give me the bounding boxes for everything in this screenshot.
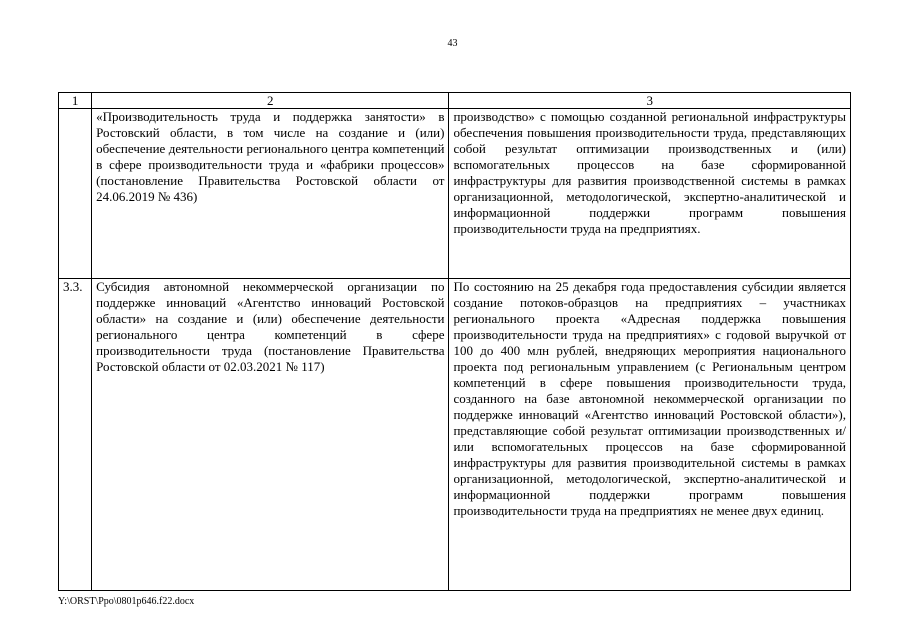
document-table: [58, 92, 851, 591]
result-description-cell: производство» с помощью созданной региональной инфраструктуры обеспечения повышения производительности труда, представляющих собой результат оптимизации производственных и (или) вспомогательных процессов на базе сформированной инфраструктуры для развития производственной системы в рамках организационной, методологической, экспертно-аналитической и информационной поддержки программ повышения производительности труда на предприятиях.: [449, 109, 851, 279]
header-cell-2: 2: [92, 93, 449, 109]
row-number-cell: 3.3.: [59, 279, 92, 591]
header-cell-1: 1: [59, 93, 92, 109]
header-cell-3: 3: [449, 93, 851, 109]
page-number: 43: [447, 38, 458, 49]
row-number-cell: [59, 109, 92, 279]
result-description-cell: По состоянию на 25 декабря года предоставления субсидии является создание потоков-образцов на предприятиях – участниках регионального проекта «Адресная поддержка повышения производительности труда на предприятиях» с годовой выручкой от 100 до 400 млн рублей, внедряющих мероприятия национального проекта под региональным управлением (с Региональным центром компетенций в сфере повышения производительности труда, созданного на базе автономной некоммерческой организации по поддержке инноваций «Агентство инноваций Ростовской области»), представляющие собой результат оптимизации производственных и/или вспомогательных процессов на базе сформированной инфраструктуры для развития производительной системы в рамках организационной, методологической, экспертно-аналитической и информационной поддержки программ повышения производительности труда на предприятиях не менее двух единиц.: [449, 279, 851, 591]
measure-description-cell: Субсидия автономной некоммерческой организации по поддержке инноваций «Агентство инноваций Ростовской области» на создание и (или) обеспечение деятельности регионального центра компетенций в сфере производительности труда (постановление Правительства Ростовской области от 02.03.2021 № 117): [92, 279, 449, 591]
file-path-footer: Y:\ORST\Ppo\0801p646.f22.docx: [58, 596, 195, 607]
table-header-row: [59, 93, 851, 109]
table-row: [59, 279, 851, 591]
table-row: [59, 109, 851, 279]
measure-description-cell: «Производительность труда и поддержка занятости» в Ростовский области, в том числе на создание и (или) обеспечение деятельности регионального центра компетенций в сфере производительности труда и «фабрики процессов» (постановление Правительства Ростовской области от 24.06.2019 № 436): [92, 109, 449, 279]
